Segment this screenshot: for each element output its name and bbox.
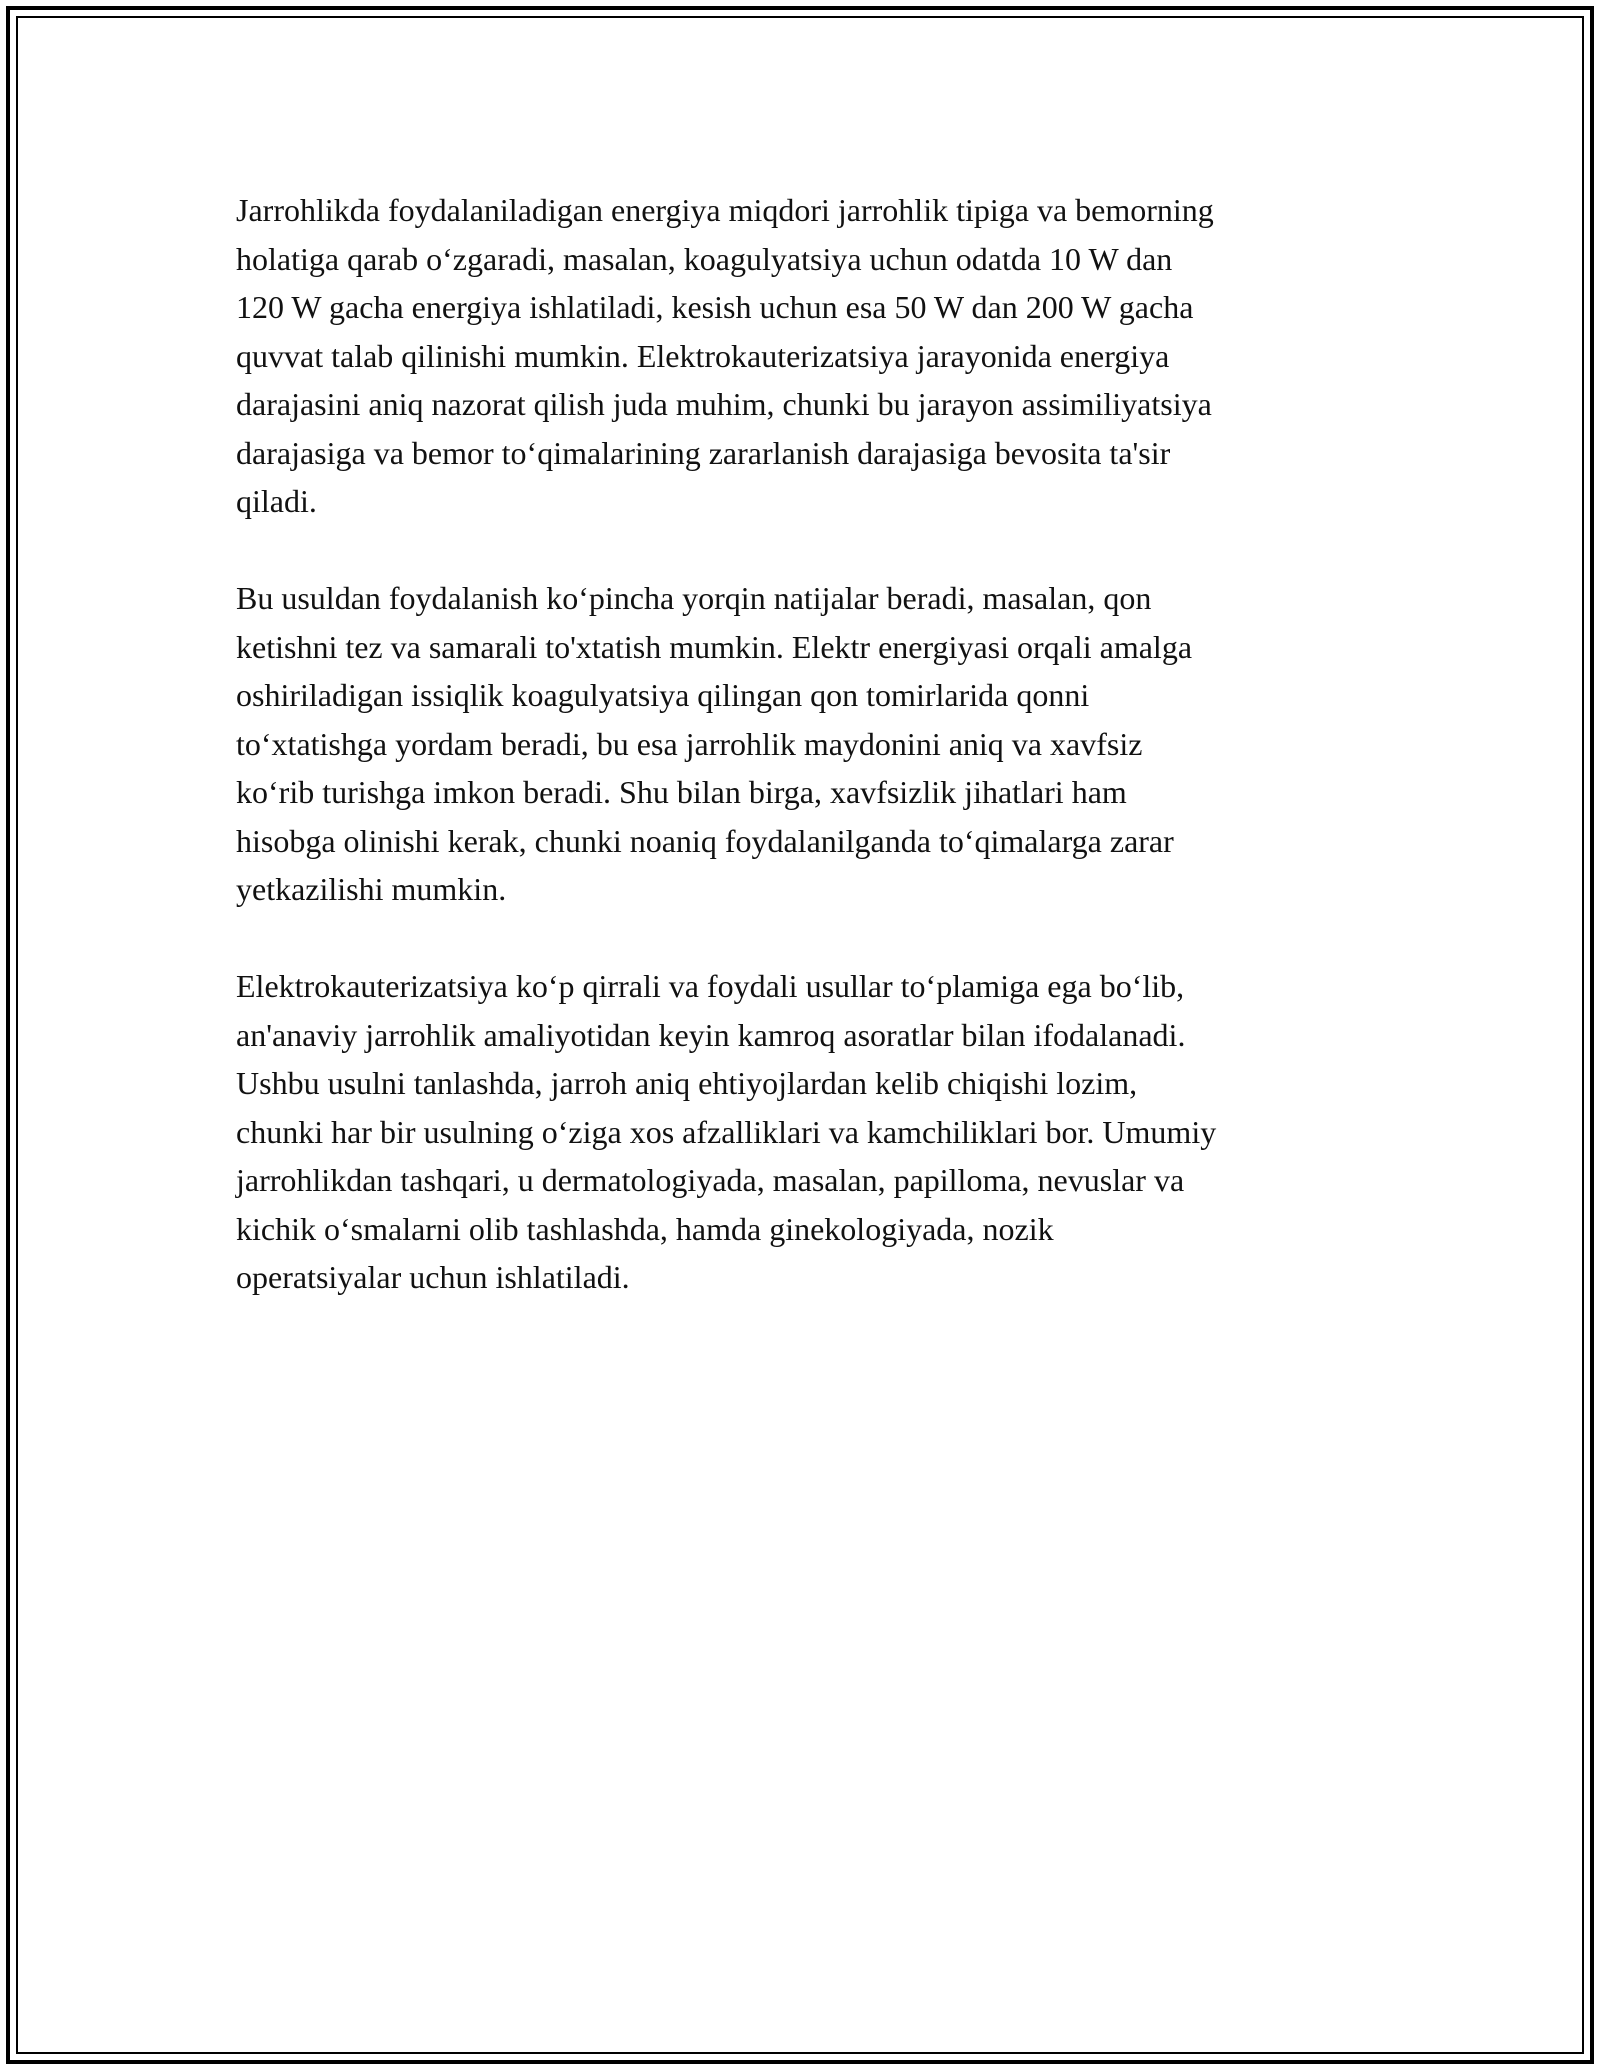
paragraph-1: Jarrohlikda foydalaniladigan energiya miqdori jarrohlik tipiga va bemorning holatiga qarab o‘zgaradi, masalan, koagulyatsiya uchun odatda 10 W dan 120 W gacha energiya ishlatiladi, kesish uchun esa 50 W dan 200 W gacha quvvat talab qilinishi mumkin. Elektrokauterizatsiya jarayonida energiya darajasini aniq nazorat qilish juda muhim, chunki bu jarayon assimiliyatsiya darajasiga va bemor to‘qimalarining zararlanish darajasiga bevosita ta'sir qiladi. <box>236 192 1214 519</box>
paragraph-2: Bu usuldan foydalanish ko‘pincha yorqin natijalar beradi, masalan, qon ketishni tez va samarali to'xtatish mumkin. Elektr energiyasi orqali amalga oshiriladigan issiqlik koagulyatsiya qilingan qon tomirlarida qonni to‘xtatishga yordam beradi, bu esa jarrohlik maydonini aniq va xavfsiz ko‘rib turishga imkon beradi. Shu bilan birga, xavfsizlik jihatlari ham hisobga olinishi kerak, chunki noaniq foydalanilganda to‘qimalarga zarar yetkazilishi mumkin. <box>236 580 1193 907</box>
document-body <box>236 186 1376 1350</box>
paragraph-3: Elektrokauterizatsiya ko‘p qirrali va foydali usullar to‘plamiga ega bo‘lib, an'anaviy jarrohlik amaliyotidan keyin kamroq asoratlar bilan ifodalanadi. Ushbu usulni tanlashda, jarroh aniq ehtiyojlardan kelib chiqishi lozim, chunki har bir usulning o‘ziga xos afzalliklari va kamchiliklari bor. Umumiy jarrohlikdan tashqari, u dermatologiyada, masalan, papilloma, nevuslar va kichik o‘smalarni olib tashlashda, hamda ginekologiyada, nozik operatsiyalar uchun ishlatiladi. <box>236 968 1217 1295</box>
